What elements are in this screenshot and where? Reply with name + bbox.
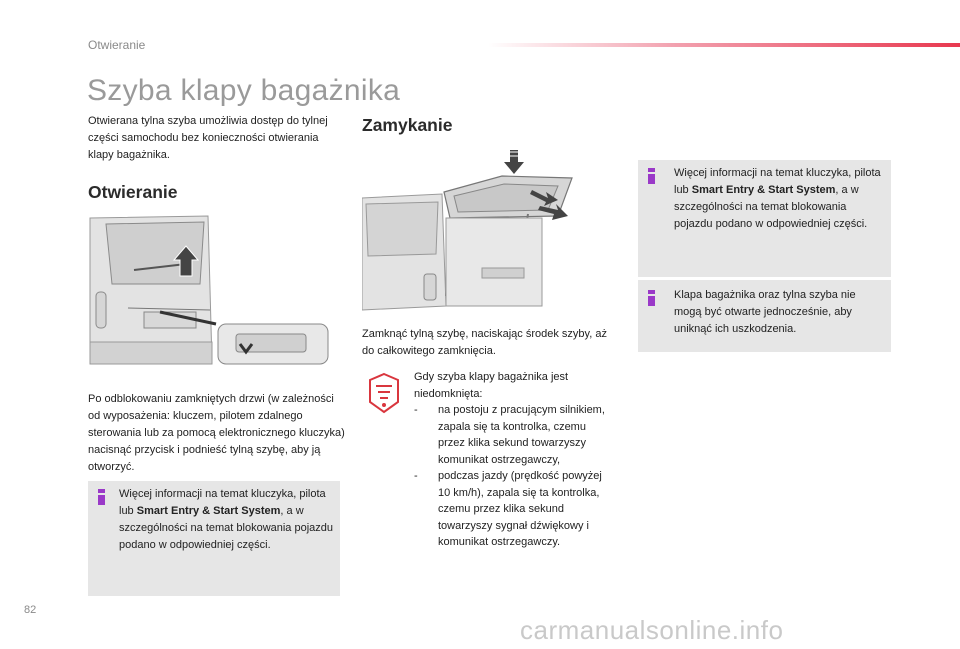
info-box-tailgate — [638, 280, 891, 352]
warning-text — [414, 369, 614, 551]
opening-illustration — [88, 212, 340, 380]
header-accent-bar — [488, 43, 960, 47]
closing-illustration — [362, 146, 622, 314]
closing-paragraph: Zamknąć tylną szybę, naciskając środek szyby, aż do całkowitego zamknięcia. — [362, 328, 607, 357]
warning-item: - podczas jazdy (prędkość powyżej 10 km/h), zapala się ta kontrolka, czemu przez klika sekund towarzyszy sygnał dźwiękowy i komunikat ostrzegawczy. — [414, 470, 602, 548]
warning-item: - na postoju z pracującym silnikiem, zapala się ta kontrolka, czemu przez klika sekund towarzyszy komunikat ostrzegawczy, — [414, 404, 605, 466]
section-header: Otwieranie — [88, 38, 146, 52]
info-box-tailgate-text: Klapa bagażnika oraz tylna szyba nie mogą być otwarte jednocześnie, aby uniknąć ich uszkodzenia. — [674, 289, 856, 335]
info-box-key-right — [638, 160, 891, 277]
watermark: carmanualsonline.info — [520, 615, 784, 645]
info-box-key-text: Więcej informacji na temat kluczyka, pilota lub Smart Entry & Start System, a w szczególności na temat blokowania pojazdu podano w odpowiedniej części. — [119, 488, 334, 551]
info-icon — [648, 290, 655, 306]
closing-heading: Zamykanie — [362, 115, 453, 135]
page-title: Szyba klapy bagażnika — [87, 74, 401, 107]
warning-tailgate-icon — [366, 372, 402, 414]
intro-paragraph: Otwierana tylna szyba umożliwia dostęp do tylnej części samochodu bez konieczności otwierania klapy bagażnika. — [88, 115, 328, 161]
opening-paragraph: Po odblokowaniu zamkniętych drzwi (w zależności od wyposażenia: kluczem, pilotem zdalnego sterowania lub za pomocą elektronicznego kluczyka) nacisnąć przycisk i podnieść tylną szybę, aby ją otworzyć. — [88, 393, 345, 473]
info-box-key — [88, 481, 340, 596]
opening-heading: Otwieranie — [88, 182, 178, 202]
warning-intro: Gdy szyba klapy bagażnika jest niedomknięta: — [414, 371, 569, 400]
info-icon — [648, 168, 655, 184]
info-icon — [98, 489, 105, 505]
info-box-key-right-text: Więcej informacji na temat kluczyka, pilota lub Smart Entry & Start System, a w szczególności na temat blokowania pojazdu podano w odpowiedniej części. — [674, 167, 881, 230]
page-number: 82 — [24, 604, 37, 616]
